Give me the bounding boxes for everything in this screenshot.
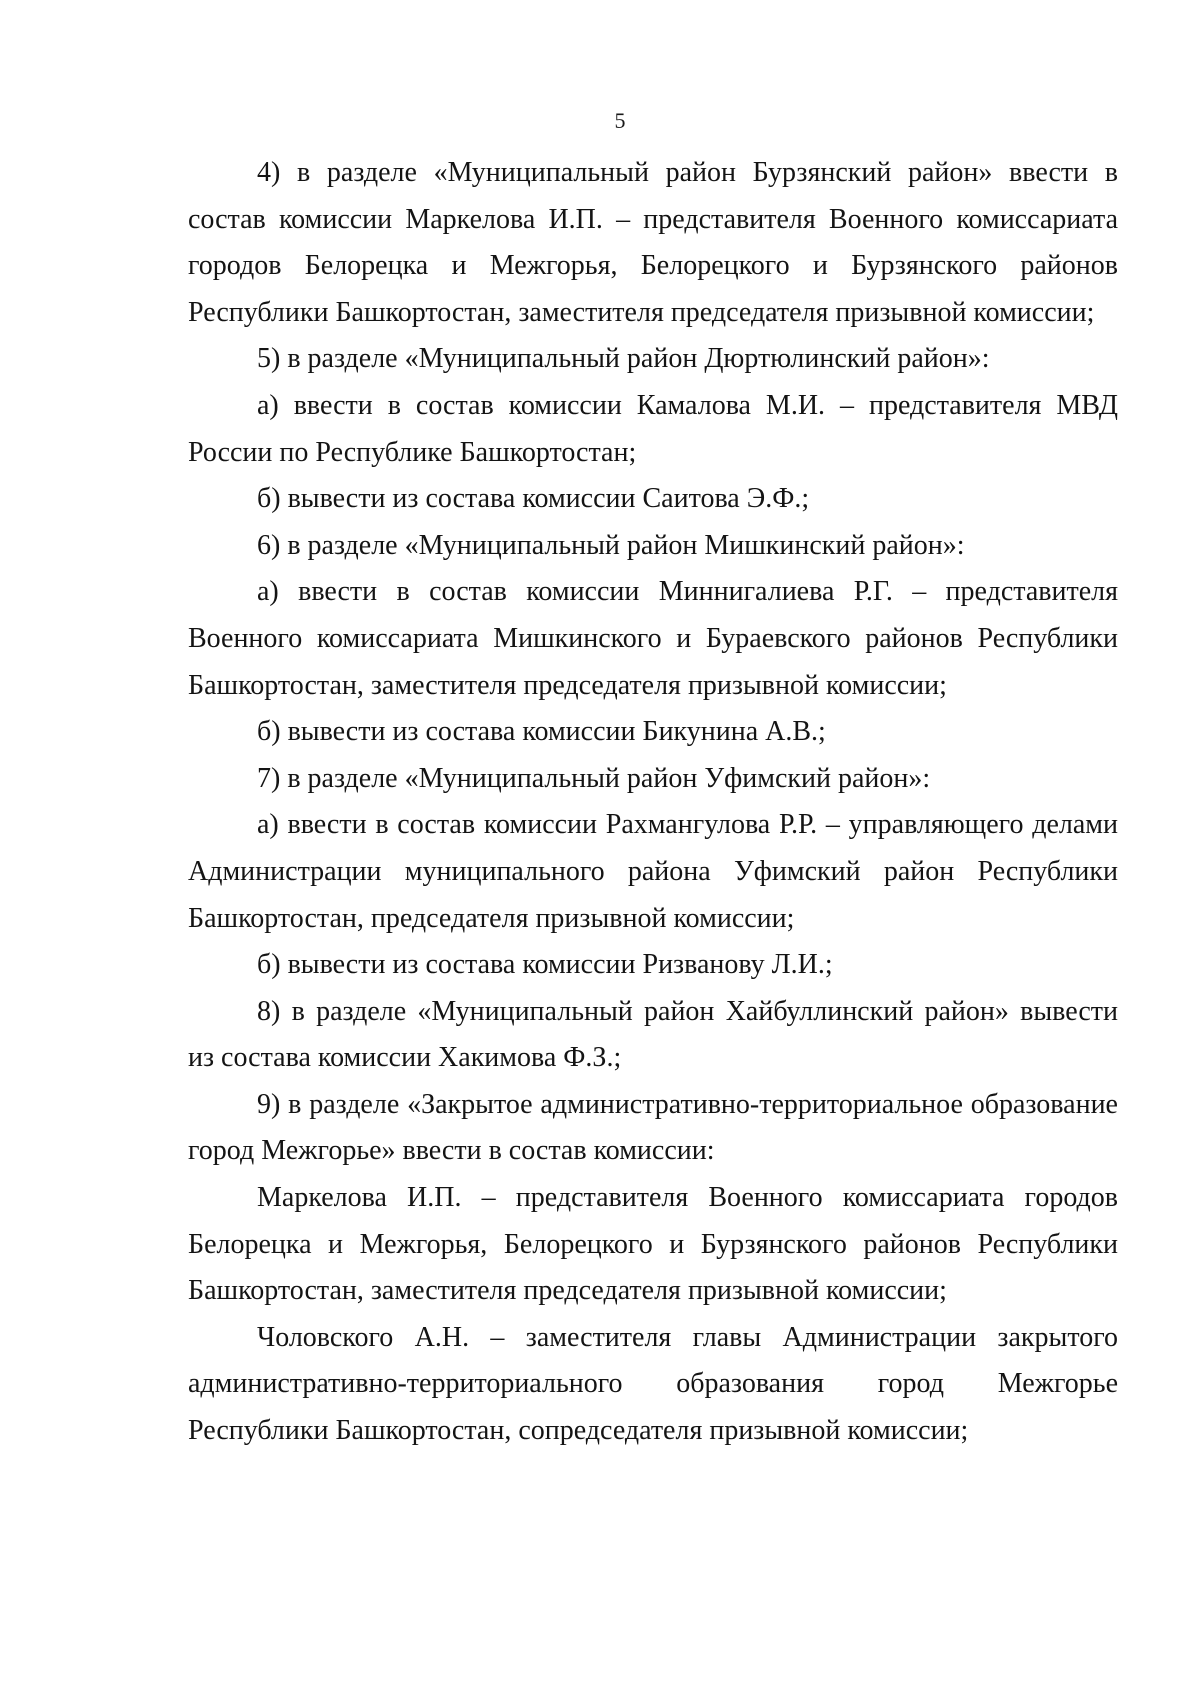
paragraph-item-5: 5) в разделе «Муниципальный район Дюртюлинский район»: (257, 343, 990, 375)
paragraph-item-6a: а) ввести в состав комиссии Миннигалиева Р.Г. – представителя Военного комиссариата Мишкинского и Бураевского районов Республики Башкортостан, заместителя председателя призывной комиссии; (188, 576, 1118, 701)
paragraph-item-5b: б) вывести из состава комиссии Саитова Э.Ф.; (257, 483, 810, 515)
paragraph-member-cholovsky: Чоловского А.Н. – заместителя главы Администрации закрытого административно-территориального образования город Межгорье Республики Башкортостан, сопредседателя призывной комиссии; (188, 1321, 1118, 1447)
paragraph-item-7a: а) ввести в состав комиссии Рахмангулова Р.Р. – управляющего делами Администрации муниципального района Уфимский район Республики Башкортостан, председателя призывной комиссии; (188, 809, 1118, 934)
page-number: 5 (614, 108, 626, 133)
document-body (188, 150, 1118, 1455)
paragraph-item-4: 4) в разделе «Муниципальный район Бурзянский район» ввести в состав комиссии Маркелова И.П. – представителя Военного комиссариата городов Белорецка и Межгорья, Белорецкого и Бурзянского районов Республики Башкортостан, заместителя председателя призывной комиссии; (188, 157, 1118, 328)
paragraph-member-markelov: Маркелова И.П. – представителя Военного комиссариата городов Белорецка и Межгорья, Белорецкого и Бурзянского районов Республики Башкортостан, заместителя председателя призывной комиссии; (188, 1182, 1118, 1307)
paragraph-item-7: 7) в разделе «Муниципальный район Уфимский район»: (257, 762, 931, 794)
paragraph-item-7b: б) вывести из состава комиссии Ризванову Л.И.; (257, 949, 833, 981)
paragraph-item-6: 6) в разделе «Муниципальный район Мишкинский район»: (257, 529, 965, 561)
paragraph-item-6b: б) вывести из состава комиссии Бикунина А.В.; (257, 716, 826, 748)
paragraph-item-5a: а) ввести в состав комиссии Камалова М.И. – представителя МВД России по Республике Башкортостан; (188, 389, 1118, 468)
paragraph-item-9: 9) в разделе «Закрытое административно-территориальное образование город Межгорье» ввести в состав комиссии: (188, 1088, 1118, 1167)
paragraph-item-8: 8) в разделе «Муниципальный район Хайбуллинский район» вывести из состава комиссии Хакимова Ф.З.; (188, 995, 1118, 1074)
